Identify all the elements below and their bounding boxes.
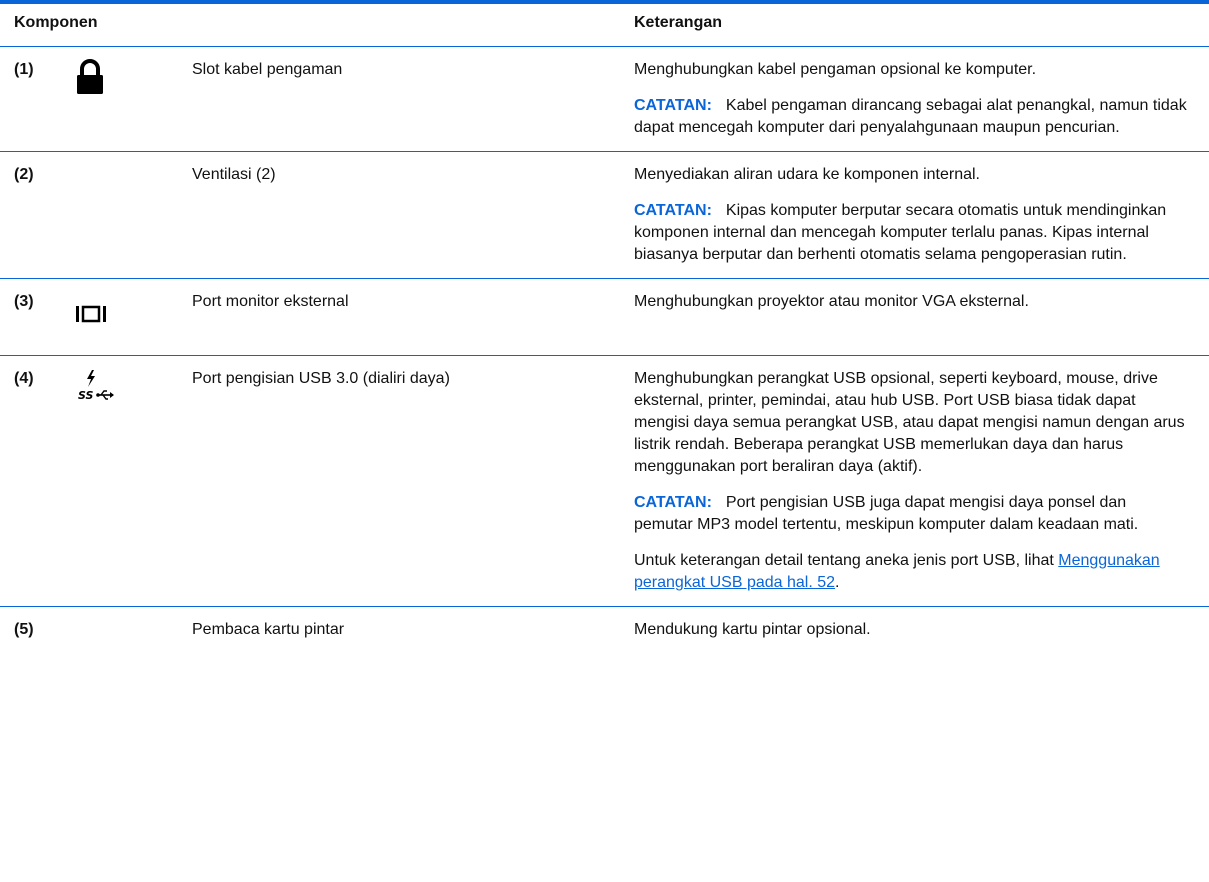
- row-icon-cell: [50, 152, 158, 279]
- note-text: Kabel pengaman dirancang sebagai alat penangkal, namun tidak dapat mencegah komputer dari penyalahgunaan maupun pencurian.: [634, 97, 1187, 136]
- row-number: (5): [14, 621, 34, 638]
- extra-suffix: .: [835, 574, 840, 591]
- extra-text: Untuk keterangan detail tentang aneka jenis port USB, lihat: [634, 552, 1054, 569]
- row-name: Slot kabel pengaman: [192, 61, 343, 78]
- usb-reference-link[interactable]: Menggunakan perangkat USB pada hal. 52: [634, 552, 1160, 591]
- header-component: Komponen: [14, 14, 98, 31]
- table-row: [0, 356, 1209, 607]
- lock-icon: [76, 59, 104, 102]
- row-description-cell: [628, 356, 1209, 607]
- note-text: Kipas komputer berputar secara otomatis untuk mendinginkan komponen internal dan mencegah komputer terlalu panas. Kipas internal biasanya berputar dan berhenti otomatis selama pengoperasian rutin.: [634, 202, 1167, 263]
- table-row: [0, 279, 1209, 356]
- table-row: [0, 152, 1209, 279]
- row-name: Port pengisian USB 3.0 (dialiri daya): [192, 370, 450, 387]
- row-description-cell: [628, 279, 1209, 356]
- table-header-row: [0, 4, 1209, 47]
- row-description: Menyediakan aliran udara ke komponen internal.: [634, 166, 980, 183]
- components-table: [0, 4, 1209, 653]
- row-note: [634, 200, 1189, 266]
- note-label: CATATAN:: [634, 202, 712, 219]
- row-description-cell: [628, 152, 1209, 279]
- row-extra: [634, 550, 1189, 594]
- row-note: [634, 492, 1189, 536]
- row-number: (2): [14, 166, 34, 183]
- table-row: [0, 607, 1209, 654]
- note-text: Port pengisian USB juga dapat mengisi daya ponsel dan pemutar MP3 model tertentu, meskipun komputer dalam keadaan mati.: [634, 494, 1139, 533]
- header-description: Keterangan: [634, 14, 723, 31]
- row-icon-cell: [50, 279, 158, 356]
- svg-text:SS: SS: [78, 389, 94, 402]
- row-description: Menghubungkan proyektor atau monitor VGA eksternal.: [634, 293, 1029, 310]
- row-number: (3): [14, 293, 34, 310]
- row-number: (4): [14, 370, 34, 387]
- row-description-cell: [628, 47, 1209, 152]
- external-monitor-icon: [76, 305, 106, 330]
- row-note: [634, 95, 1189, 139]
- row-description: Menghubungkan perangkat USB opsional, seperti keyboard, mouse, drive eksternal, printer, pemindai, atau hub USB. Port USB biasa tidak dapat mengisi daya semua perangkat USB, atau dapat mengisi namun dengan arus listrik rendah. Beberapa perangkat USB memerlukan daya dan harus menggunakan port beraliran daya (aktif).: [634, 370, 1185, 475]
- row-number: (1): [14, 61, 34, 78]
- row-name: Pembaca kartu pintar: [192, 621, 345, 638]
- row-icon-cell: [50, 607, 158, 654]
- row-description: Menghubungkan kabel pengaman opsional ke komputer.: [634, 61, 1037, 78]
- row-name: Port monitor eksternal: [192, 293, 349, 310]
- row-icon-cell: [50, 356, 158, 607]
- row-description: Mendukung kartu pintar opsional.: [634, 621, 871, 638]
- note-label: CATATAN:: [634, 97, 712, 114]
- row-description-cell: [628, 607, 1209, 654]
- row-name: Ventilasi (2): [192, 166, 276, 183]
- note-label: CATATAN:: [634, 494, 712, 511]
- usb-charging-icon: [76, 368, 116, 409]
- row-icon-cell: [50, 47, 158, 152]
- table-row: [0, 47, 1209, 152]
